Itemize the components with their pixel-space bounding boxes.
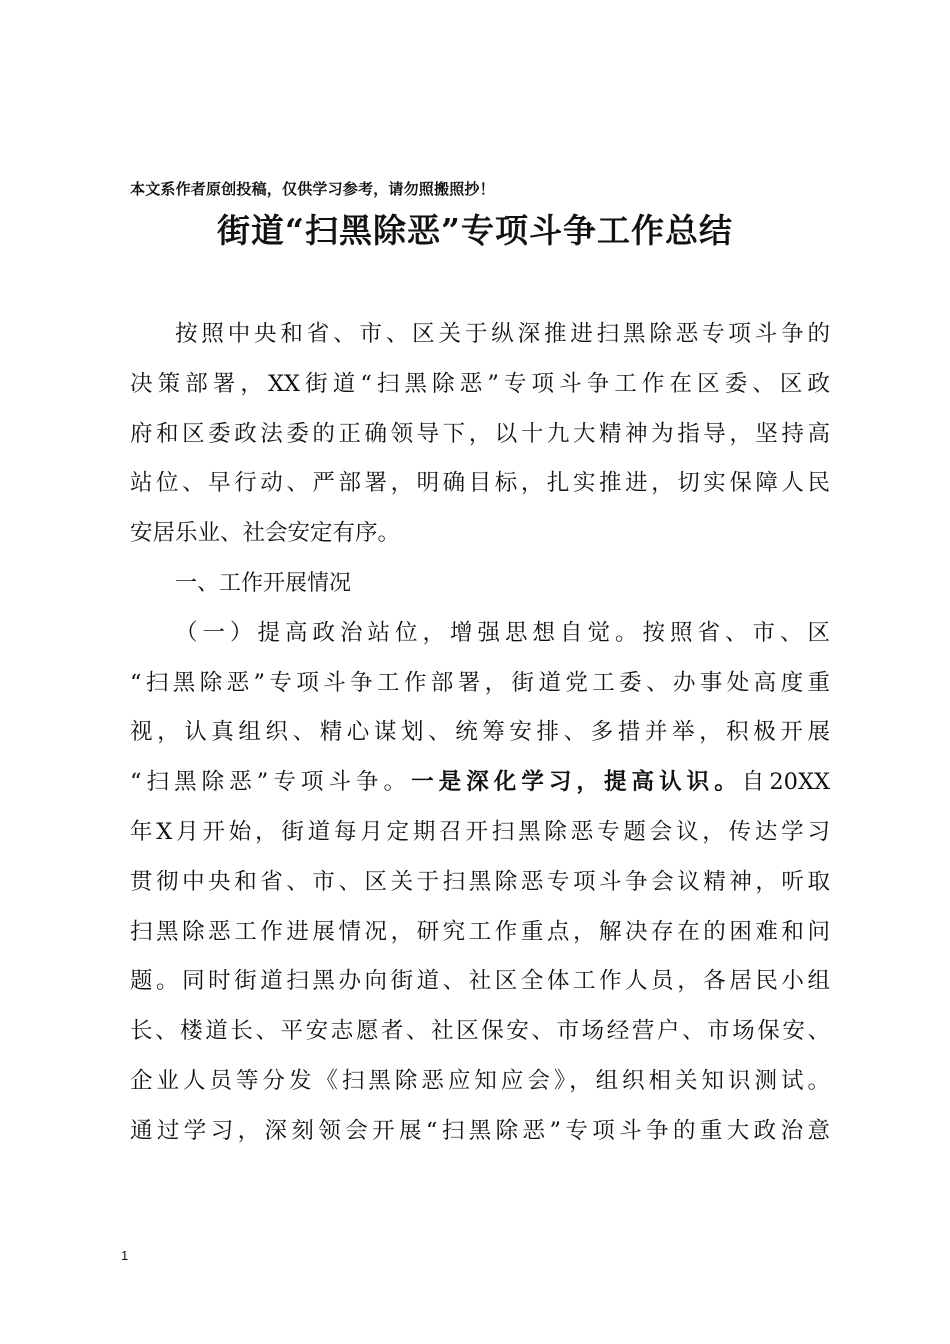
- intro-line: 府和区委政法委的正确领导下，以十九大精神为指导，坚持高: [130, 420, 830, 447]
- intro-line: 决策部署，XX街道“扫黑除恶”专项斗争工作在区委、区政: [130, 370, 830, 397]
- document-body: [130, 310, 830, 1157]
- paragraph-text: 按照省、市、区: [642, 619, 830, 646]
- paragraph-line: “扫黑除恶”专项斗争工作部署，街道党工委、办事处高度重: [130, 669, 830, 696]
- subsection-heading: （一）提高政治站位，增强思想自觉。: [175, 619, 643, 646]
- paragraph-text: “扫黑除恶”专项斗争。: [130, 769, 412, 796]
- intro-line: 安居乐业、社会安定有序。: [130, 520, 401, 547]
- section-heading: 一、工作开展情况: [175, 570, 352, 596]
- paragraph-line: 长、楼道长、平安志愿者、社区保安、市场经营户、市场保安、: [130, 1018, 830, 1045]
- bold-emphasis: 一是深化学习，提高认识。: [411, 769, 742, 796]
- page-number: 1: [121, 1248, 129, 1263]
- document-title: 街道“扫黑除恶”专项斗争工作总结: [217, 211, 733, 250]
- paragraph-line: 年X月开始，街道每月定期召开扫黑除恶专题会议，传达学习: [130, 818, 830, 845]
- paragraph-line: 贯彻中央和省、市、区关于扫黑除恶专项斗争会议精神，听取: [130, 868, 830, 895]
- paragraph-line: [130, 758, 830, 808]
- intro-line: 站位、早行动、严部署，明确目标，扎实推进，切实保障人民: [130, 470, 830, 497]
- copyright-notice: 本文系作者原创投稿，仅供学习参考，请勿照搬照抄！: [130, 180, 495, 198]
- intro-line: 按照中央和省、市、区关于纵深推进扫黑除恶专项斗争的: [175, 321, 830, 347]
- paragraph-line: 企业人员等分发《扫黑除恶应知应会》，组织相关知识测试。: [130, 1067, 830, 1094]
- paragraph-line: 扫黑除恶工作进展情况，研究工作重点，解决存在的困难和问: [130, 918, 830, 945]
- paragraph-line: 通过学习，深刻领会开展“扫黑除恶”专项斗争的重大政治意: [130, 1117, 830, 1144]
- paragraph-text: 自20XX: [741, 769, 830, 796]
- paragraph-line: [130, 609, 830, 659]
- paragraph-line: 视，认真组织、精心谋划、统筹安排、多措并举，积极开展: [130, 719, 830, 746]
- paragraph-line: 题。同时街道扫黑办向街道、社区全体工作人员，各居民小组: [130, 968, 830, 995]
